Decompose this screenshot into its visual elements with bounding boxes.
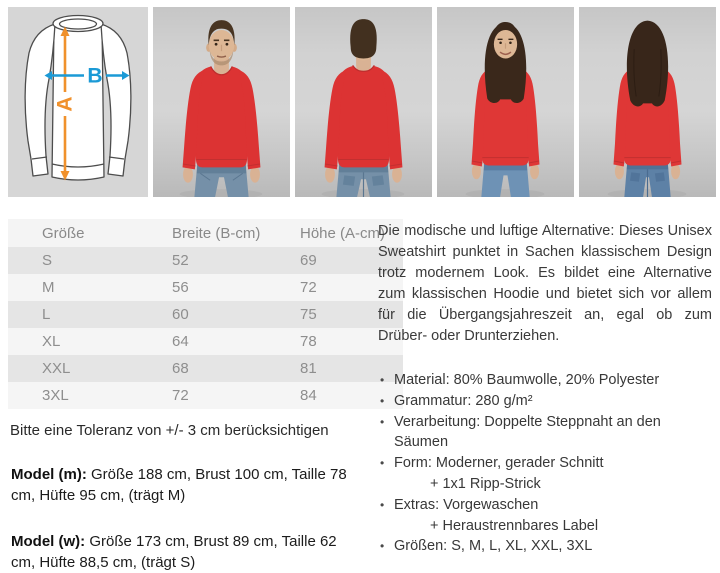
- list-item: [378, 495, 712, 537]
- size-table: [8, 219, 403, 409]
- head: [206, 20, 237, 65]
- feature-workmanship: Verarbeitung: Doppelte Steppnaht an den Säumen: [394, 413, 661, 451]
- feature-grammage: Grammatur: 280 g/m²: [394, 392, 533, 409]
- model-female-info: [11, 531, 363, 573]
- table-row: L 60 75: [8, 301, 403, 328]
- list-item: [378, 391, 712, 412]
- head: [350, 19, 377, 60]
- sweatshirt-outline-icon: [25, 16, 131, 181]
- sweatshirt: [325, 66, 403, 169]
- feature-extras: Extras: Vorgewaschen: [394, 496, 539, 513]
- width-arrow-label: B: [87, 64, 103, 88]
- product-info: [0, 197, 720, 573]
- gallery-item-woman-back[interactable]: [579, 7, 716, 197]
- model-female-measurements: Größe 173 cm, Brust 89 cm, Taille 62 cm, Hüfte 88,5 cm, (trägt S): [11, 533, 337, 571]
- model-photo-man-back-icon: [295, 7, 432, 197]
- gallery-item-size-diagram[interactable]: [8, 7, 148, 197]
- size-info-column: [8, 219, 386, 573]
- model-photo-woman-back-icon: [579, 7, 716, 197]
- table-row: M 56 72: [8, 274, 403, 301]
- table-row: XL 64 78: [8, 328, 403, 355]
- product-gallery: [0, 0, 720, 197]
- jeans: [336, 163, 390, 197]
- feature-extras-extra: + Heraustrennbares Label: [430, 517, 599, 534]
- head: [627, 21, 668, 107]
- feature-form-extra: + 1x1 Ripp-Strick: [430, 475, 541, 492]
- gallery-item-man-front[interactable]: [153, 7, 290, 197]
- sweatshirt: [183, 66, 261, 169]
- bullet-icon: •: [380, 456, 385, 471]
- list-item: [378, 536, 712, 557]
- col-header-width: Breite (B-cm): [171, 219, 299, 247]
- col-header-size: Größe: [8, 219, 171, 247]
- bullet-icon: •: [380, 497, 385, 512]
- feature-sizes: Größen: S, M, L, XL, XXL, 3XL: [394, 538, 593, 555]
- gallery-item-woman-front[interactable]: [437, 7, 574, 197]
- model-female-label: Model (w):: [11, 533, 86, 550]
- description-column: [378, 219, 712, 573]
- model-photo-woman-front-icon: [437, 7, 574, 197]
- head: [485, 22, 526, 103]
- feature-form: Form: Moderner, gerader Schnitt: [394, 455, 604, 472]
- model-male-info: [11, 464, 363, 506]
- tolerance-note: Bitte eine Toleranz von +/- 3 cm berücksichtigen: [10, 422, 329, 439]
- list-item: [378, 412, 712, 454]
- bullet-icon: •: [380, 393, 385, 408]
- gallery-item-man-back[interactable]: [295, 7, 432, 197]
- table-row: XXL 68 81: [8, 355, 403, 382]
- height-arrow-label: A: [53, 96, 77, 112]
- table-row: 3XL 72 84: [8, 382, 403, 409]
- model-male-measurements: Größe 188 cm, Brust 100 cm, Taille 78 cm, Hüfte 95 cm, (trägt M): [11, 466, 347, 504]
- col-header-height: Höhe (A-cm): [299, 219, 403, 247]
- product-description: Die modische und luftige Alternative: Dieses Unisex Sweatshirt punktet in Sachen klassischem Design trotz modernem Look. Es bildet eine Alternative zum klassischen Hoodie und bietet sich vor allem für die Übergangsjahreszeit an, egal ob zum Drüber- oder Drunterziehen.: [378, 223, 712, 344]
- size-table-header-row: [8, 219, 403, 247]
- bullet-icon: •: [380, 414, 385, 429]
- sweatshirt-measure-diagram: [8, 7, 148, 197]
- bullet-icon: •: [380, 539, 385, 554]
- table-row: S 52 69: [8, 247, 403, 274]
- model-male-label: Model (m):: [11, 466, 87, 483]
- feature-material: Material: 80% Baumwolle, 20% Polyester: [394, 372, 660, 388]
- bullet-icon: •: [380, 373, 385, 387]
- jeans: [624, 162, 670, 197]
- list-item: [378, 370, 712, 391]
- feature-list: [378, 370, 712, 557]
- list-item: [378, 453, 712, 495]
- model-photo-man-front-icon: [153, 7, 290, 197]
